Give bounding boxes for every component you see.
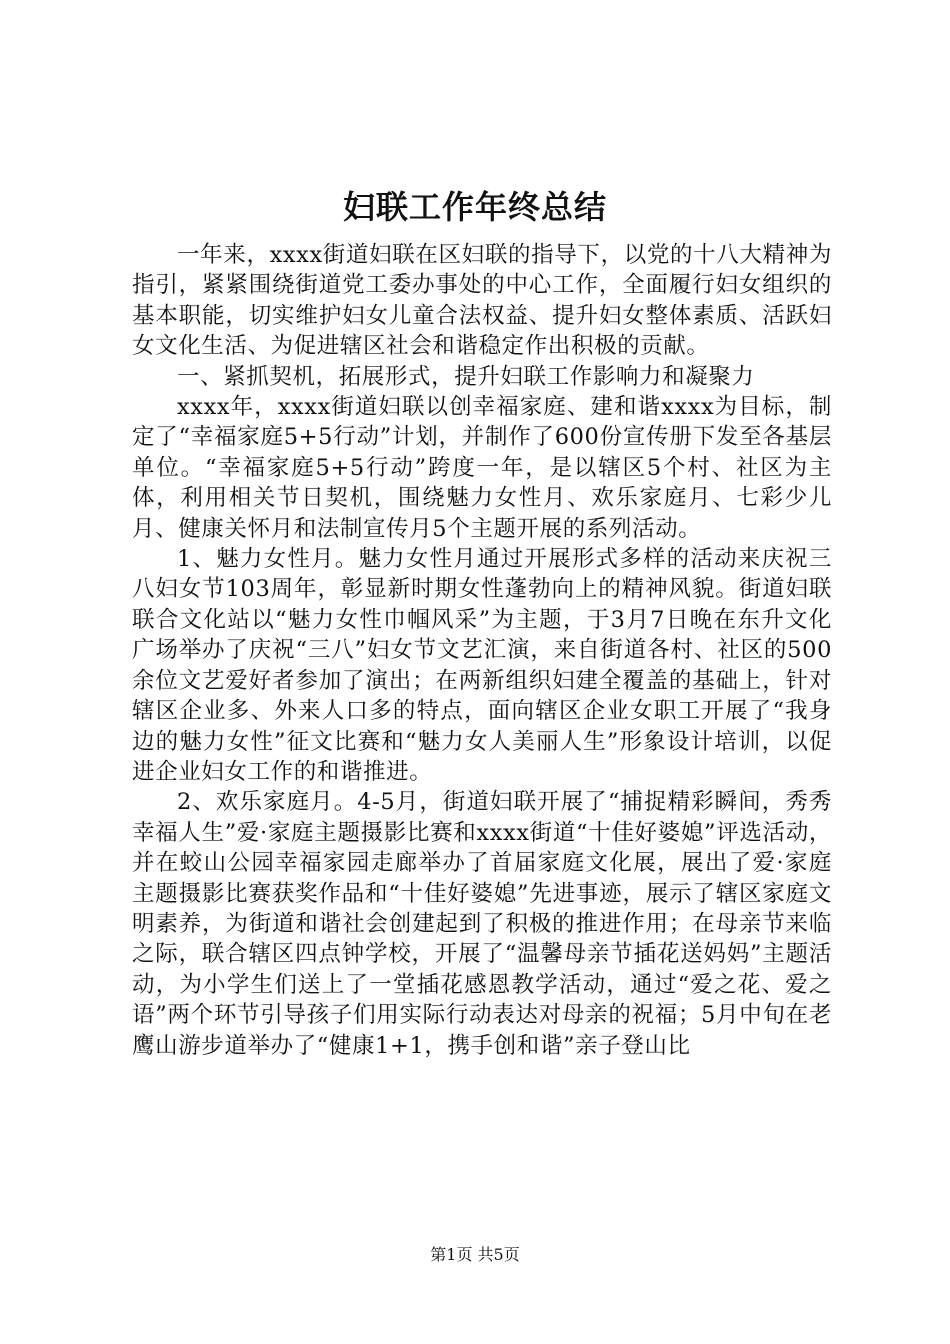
document-title: 妇联工作年终总结 bbox=[342, 188, 607, 226]
page-number-footer: 第1页 共5页 bbox=[430, 1245, 520, 1264]
paragraph-plan: xxxx年，xxxx街道妇联以创幸福家庭、建和谐xxxx为目标，制定了“幸福家庭5+5行动”计划，并制作了600份宣传册下发至各基层单位。“幸福家庭5+5行动”跨度一年，是以辖区5个村、社区为主体，利用相关节日契机，围绕魅力女性月、欢乐家庭月、七彩少儿月、健康关怀月和法制宣传月5个主题开展的系列活动。 bbox=[132, 394, 832, 542]
section-heading-1: 一、紧抓契机，拓展形式，提升妇联工作影响力和凝聚力 bbox=[177, 363, 755, 390]
document-body bbox=[132, 240, 832, 1061]
paragraph-intro: 一年来，xxxx街道妇联在区妇联的指导下，以党的十八大精神为指引，紧紧围绕街道党工委办事处的中心工作，全面履行妇女组织的基本职能，切实维护妇女儿童合法权益、提升妇女整体素质、活跃妇女文化生活、为促进辖区社会和谐稳定作出积极的贡献。 bbox=[132, 242, 832, 360]
paragraph-happy-family-month: 2、欢乐家庭月。4-5月，街道妇联开展了“捕捉精彩瞬间，秀秀幸福人生”爱·家庭主题摄影比赛和xxxx街道“十佳好婆媳”评选活动，并在蛟山公园幸福家园走廊举办了首届家庭文化展，展出了爱·家庭主题摄影比赛获奖作品和“十佳好婆媳”先进事迹，展示了辖区家庭文明素养，为街道和谐社会创建起到了积极的推进作用；在母亲节来临之际，联合辖区四点钟学校，开展了“温馨母亲节插花送妈妈”主题活动，为小学生们送上了一堂插花感恩教学活动，通过“爱之花、爱之语”两个环节引导孩子们用实际行动表达对母亲的祝福；5月中旬在老鹰山游步道举办了“健康1+1，携手创和谐”亲子登山比 bbox=[132, 789, 832, 1059]
paragraph-charm-women-month: 1、魅力女性月。魅力女性月通过开展形式多样的活动来庆祝三八妇女节103周年，彰显新时期女性蓬勃向上的精神风貌。街道妇联联合文化站以“魅力女性巾帼风采”为主题，于3月7日晚在东升文化广场举办了庆祝“三八”妇女节文艺汇演，来自街道各村、社区的500余位文艺爱好者参加了演出；在两新组织妇建全覆盖的基础上，针对辖区企业多、外来人口多的特点，面向辖区企业女职工开展了“我身边的魅力女性”征文比赛和“魅力女人美丽人生”形象设计培训，以促进企业妇女工作的和谐推进。 bbox=[132, 546, 832, 785]
